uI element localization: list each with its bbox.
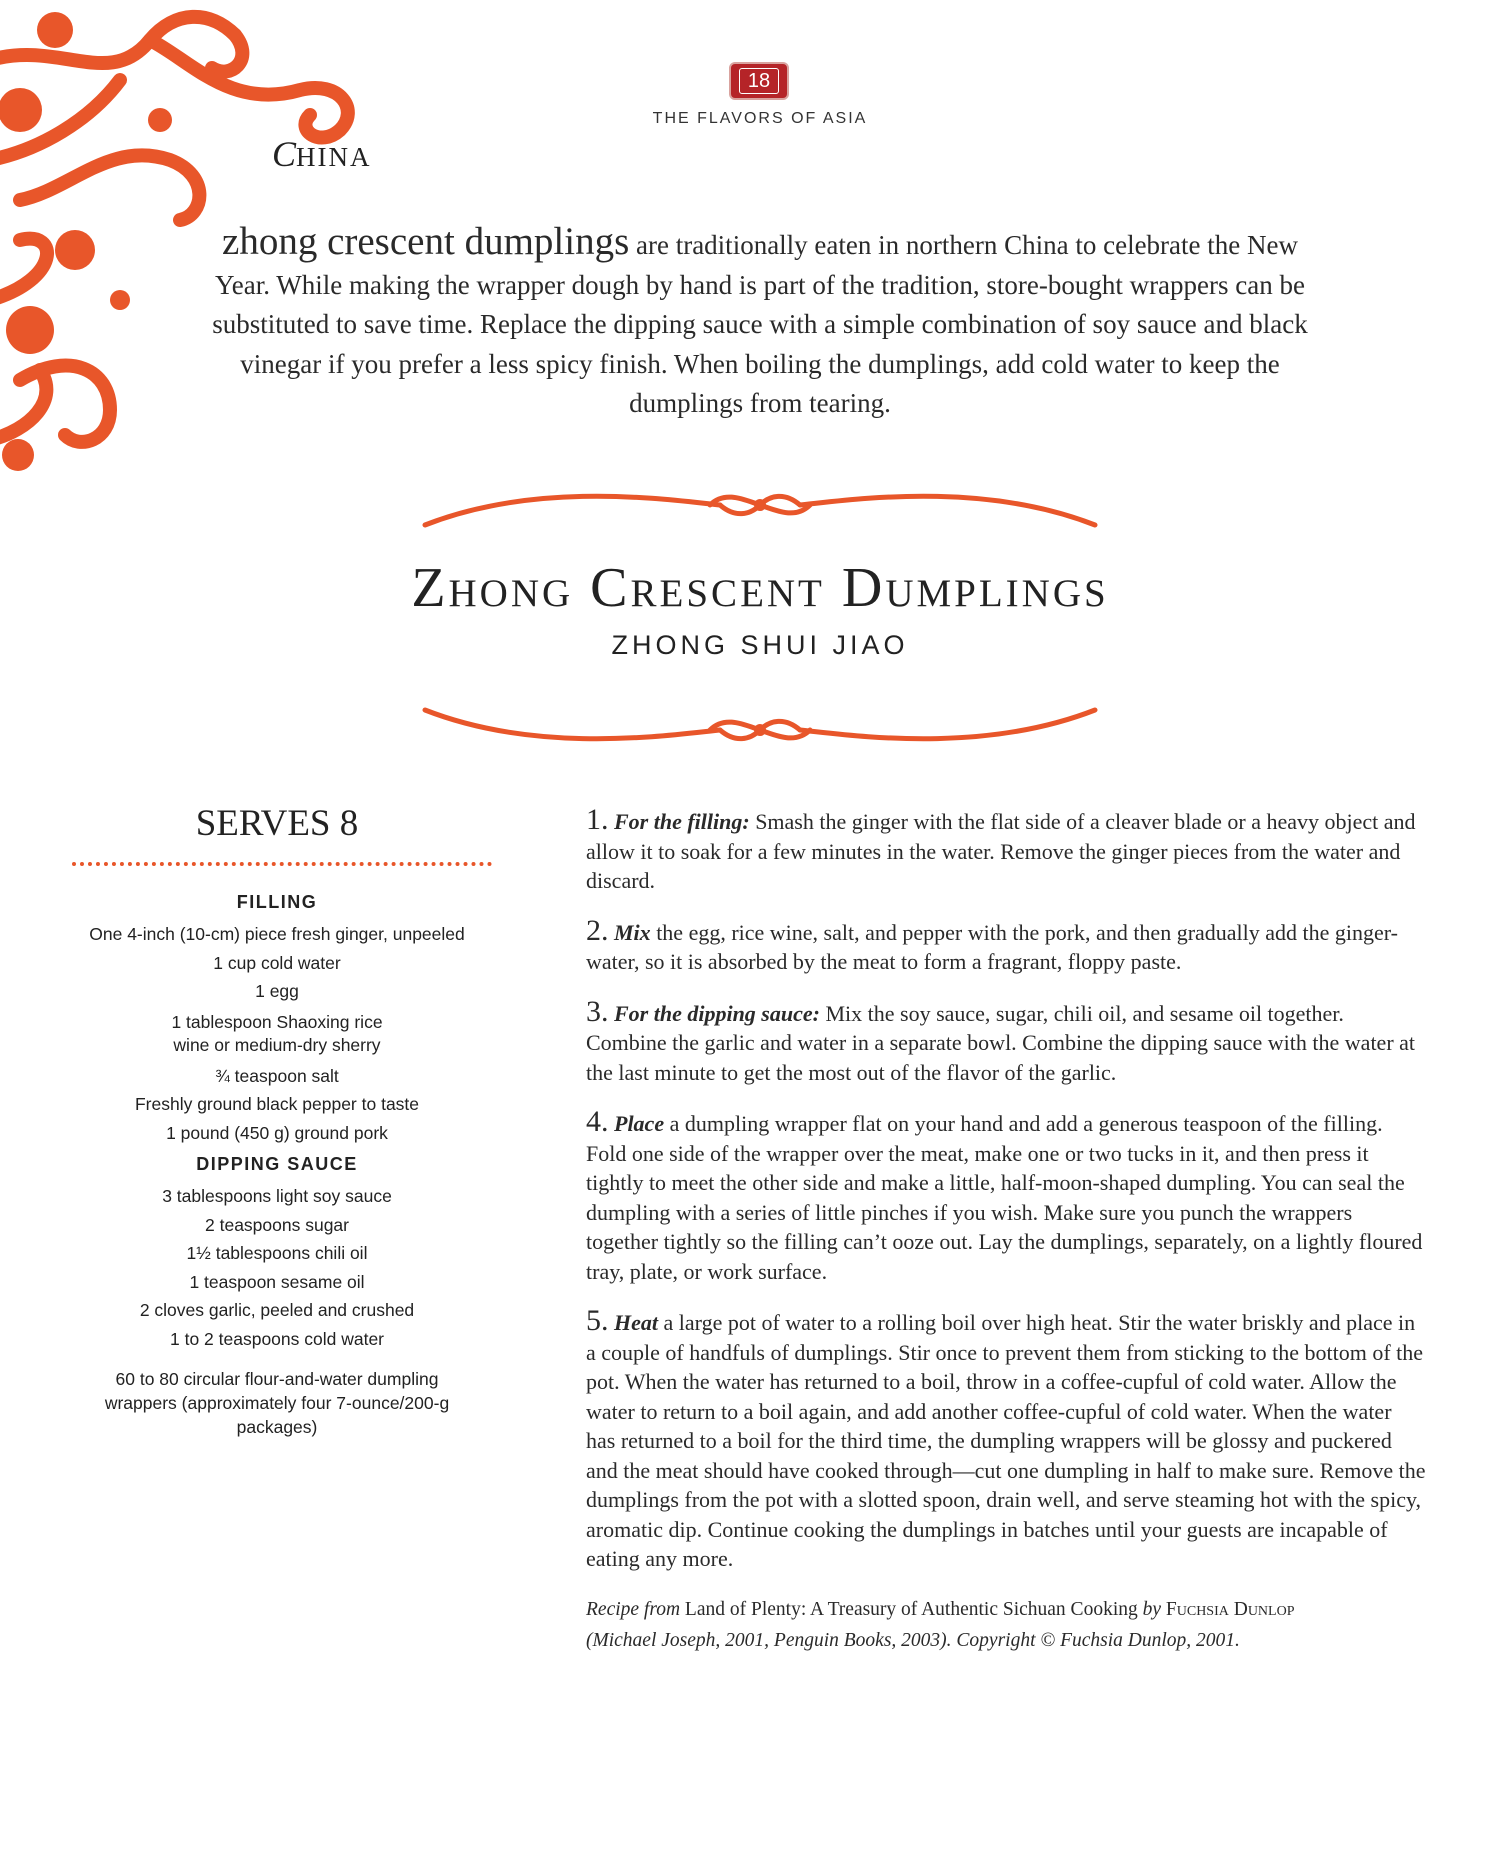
credit-by: by — [1142, 1598, 1162, 1620]
step-number: 3. — [586, 994, 609, 1028]
step-text: a dumpling wrapper flat on your hand and add a generous teaspoon of the filling. Fold one side of the wrapper over the meat, make one or two tucks in it, and then press it tightly to meet the other side and make a little, half-moon-shaped dumpling. You can seal the dumpling with a series of little pinches if you wish. Make sure you punch the wrappers together tightly so the filling can’t ooze out. Lay the dumplings, separately, on a lightly floured tray, plate, or work surface. — [586, 1111, 1423, 1284]
ingredient-item: One 4-inch (10-cm) piece fresh ginger, unpeeled — [89, 924, 465, 944]
step-1 — [586, 805, 1426, 896]
ingredient-item: 1 pound (450 g) ground pork — [166, 1122, 388, 1143]
region-initial: C — [272, 134, 297, 174]
step-text: the egg, rice wine, salt, and pepper with the pork, and then gradually add the ginger-water, so it is absorbed by the meat to form a fragrant, floppy paste. — [586, 919, 1398, 974]
ingredient-item: 1 egg — [255, 981, 299, 1001]
ingredient-item: 1 teaspoon sesame oil — [189, 1271, 365, 1292]
ingredient-item: 1 tablespoon Shaoxing rice wine or medium-dry sherry — [171, 1011, 383, 1055]
step-5 — [586, 1306, 1426, 1574]
top-flourish-ornament — [420, 470, 1100, 540]
recipe-credit — [586, 1594, 1426, 1656]
step-text: Mix the soy sauce, sugar, chili oil, and sesame oil together. Combine the garlic and water in a separate bowl. Combine the dipping sauce with the water at the last minute to get the most out of the flavor of the garlic. — [586, 1000, 1416, 1085]
region-rest: HINA — [296, 142, 372, 172]
dipping-sauce-heading: DIPPING SAUCE — [196, 1154, 358, 1174]
dotted-divider — [72, 862, 492, 866]
credit-details: (Michael Joseph, 2001, Penguin Books, 2003). Copyright © Fuchsia Dunlop, 2001. — [586, 1629, 1240, 1651]
ingredient-item: 1½ tablespoons chili oil — [186, 1243, 368, 1263]
ingredient-item-wrappers: 60 to 80 circular flour-and-water dumpling wrappers (approximately four 7-ounce/200-g packages) — [104, 1369, 450, 1437]
filling-heading: FILLING — [236, 892, 318, 912]
ingredient-item: ¾ teaspoon salt — [215, 1065, 339, 1086]
step-2 — [586, 913, 1426, 977]
step-lead: For the dipping sauce: — [614, 1000, 820, 1026]
step-number: 4. — [586, 1105, 609, 1138]
intro-text: are traditionally eaten in northern China to celebrate the New Year. While making the wrapper dough by hand is part of the tradition, store-bought wrappers can be substituted to save time. Replace the dipping sauce with a simple combination of soy sauce and black vinegar if you prefer a less spicy finish. When boiling the dumplings, add cold water to keep the dumplings from tearing. — [212, 230, 1308, 418]
ingredient-item: Freshly ground black pepper to taste — [134, 1094, 420, 1114]
step-3 — [586, 994, 1426, 1088]
ingredient-item: 1 to 2 teaspoons cold water — [169, 1328, 385, 1349]
intro-lead: zhong crescent dumplings — [222, 220, 630, 263]
step-text: a large pot of water to a rolling boil over high heat. Stir the water briskly and place in a couple of handfuls of dumplings. Stir once to prevent them from sticking to the bottom of the pot. When the water has returned to a boil, throw in a coffee-cupful of cold water. Allow the water to return to a boil again, and add another coffee-cupful of cold water. When the water has returned to a boil for the third time, the dumpling wrappers will be glossy and puckered and the meat should have cooked through—cut one dumpling in half to make sure. Remove the dumplings from the pot with a slotted spoon, drain well, and serve steaming hot with the spicy, aromatic dip. Continue cooking the dumplings in batches until your guests are incapable of eating any more. — [586, 1310, 1426, 1571]
step-lead: Mix — [614, 919, 651, 945]
page-number: 18 — [739, 68, 779, 94]
step-lead: Place — [614, 1111, 665, 1136]
running-head: THE FLAVORS OF ASIA — [652, 110, 868, 127]
step-number: 2. — [586, 913, 609, 947]
credit-prefix: Recipe from — [586, 1598, 681, 1620]
recipe-subtitle: ZHONG SHUI JIAO — [611, 630, 909, 660]
ingredient-item: 3 tablespoons light soy sauce — [162, 1186, 392, 1206]
method-steps — [586, 805, 1426, 1656]
ingredient-item: 2 teaspoons sugar — [205, 1214, 349, 1235]
recipe-title: Zhong Crescent Dumplings — [411, 557, 1109, 619]
credit-author: Fuchsia Dunlop — [1161, 1598, 1295, 1620]
step-lead: For the filling: — [614, 809, 750, 834]
step-4 — [586, 1107, 1426, 1286]
step-number: 5. — [586, 1304, 609, 1337]
step-lead: Heat — [614, 1310, 658, 1335]
step-number: 1. — [586, 803, 609, 836]
page-number-badge — [729, 62, 789, 100]
ingredient-item: 2 cloves garlic, peeled and crushed — [139, 1300, 415, 1320]
step-text: Smash the ginger with the flat side of a cleaver blade or a heavy object and allow it to soak for a few minutes in the water. Remove the ginger pieces from the water and discard. — [586, 809, 1416, 893]
region-label — [272, 133, 372, 175]
ingredient-item: 1 cup cold water — [213, 952, 341, 973]
bottom-flourish-ornament — [420, 695, 1100, 765]
ingredients-sidebar — [62, 800, 492, 1439]
serves-label: SERVES 8 — [195, 803, 359, 844]
intro-paragraph — [200, 222, 1320, 424]
credit-book: Land of Plenty: A Treasury of Authentic Sichuan Cooking — [680, 1598, 1143, 1620]
